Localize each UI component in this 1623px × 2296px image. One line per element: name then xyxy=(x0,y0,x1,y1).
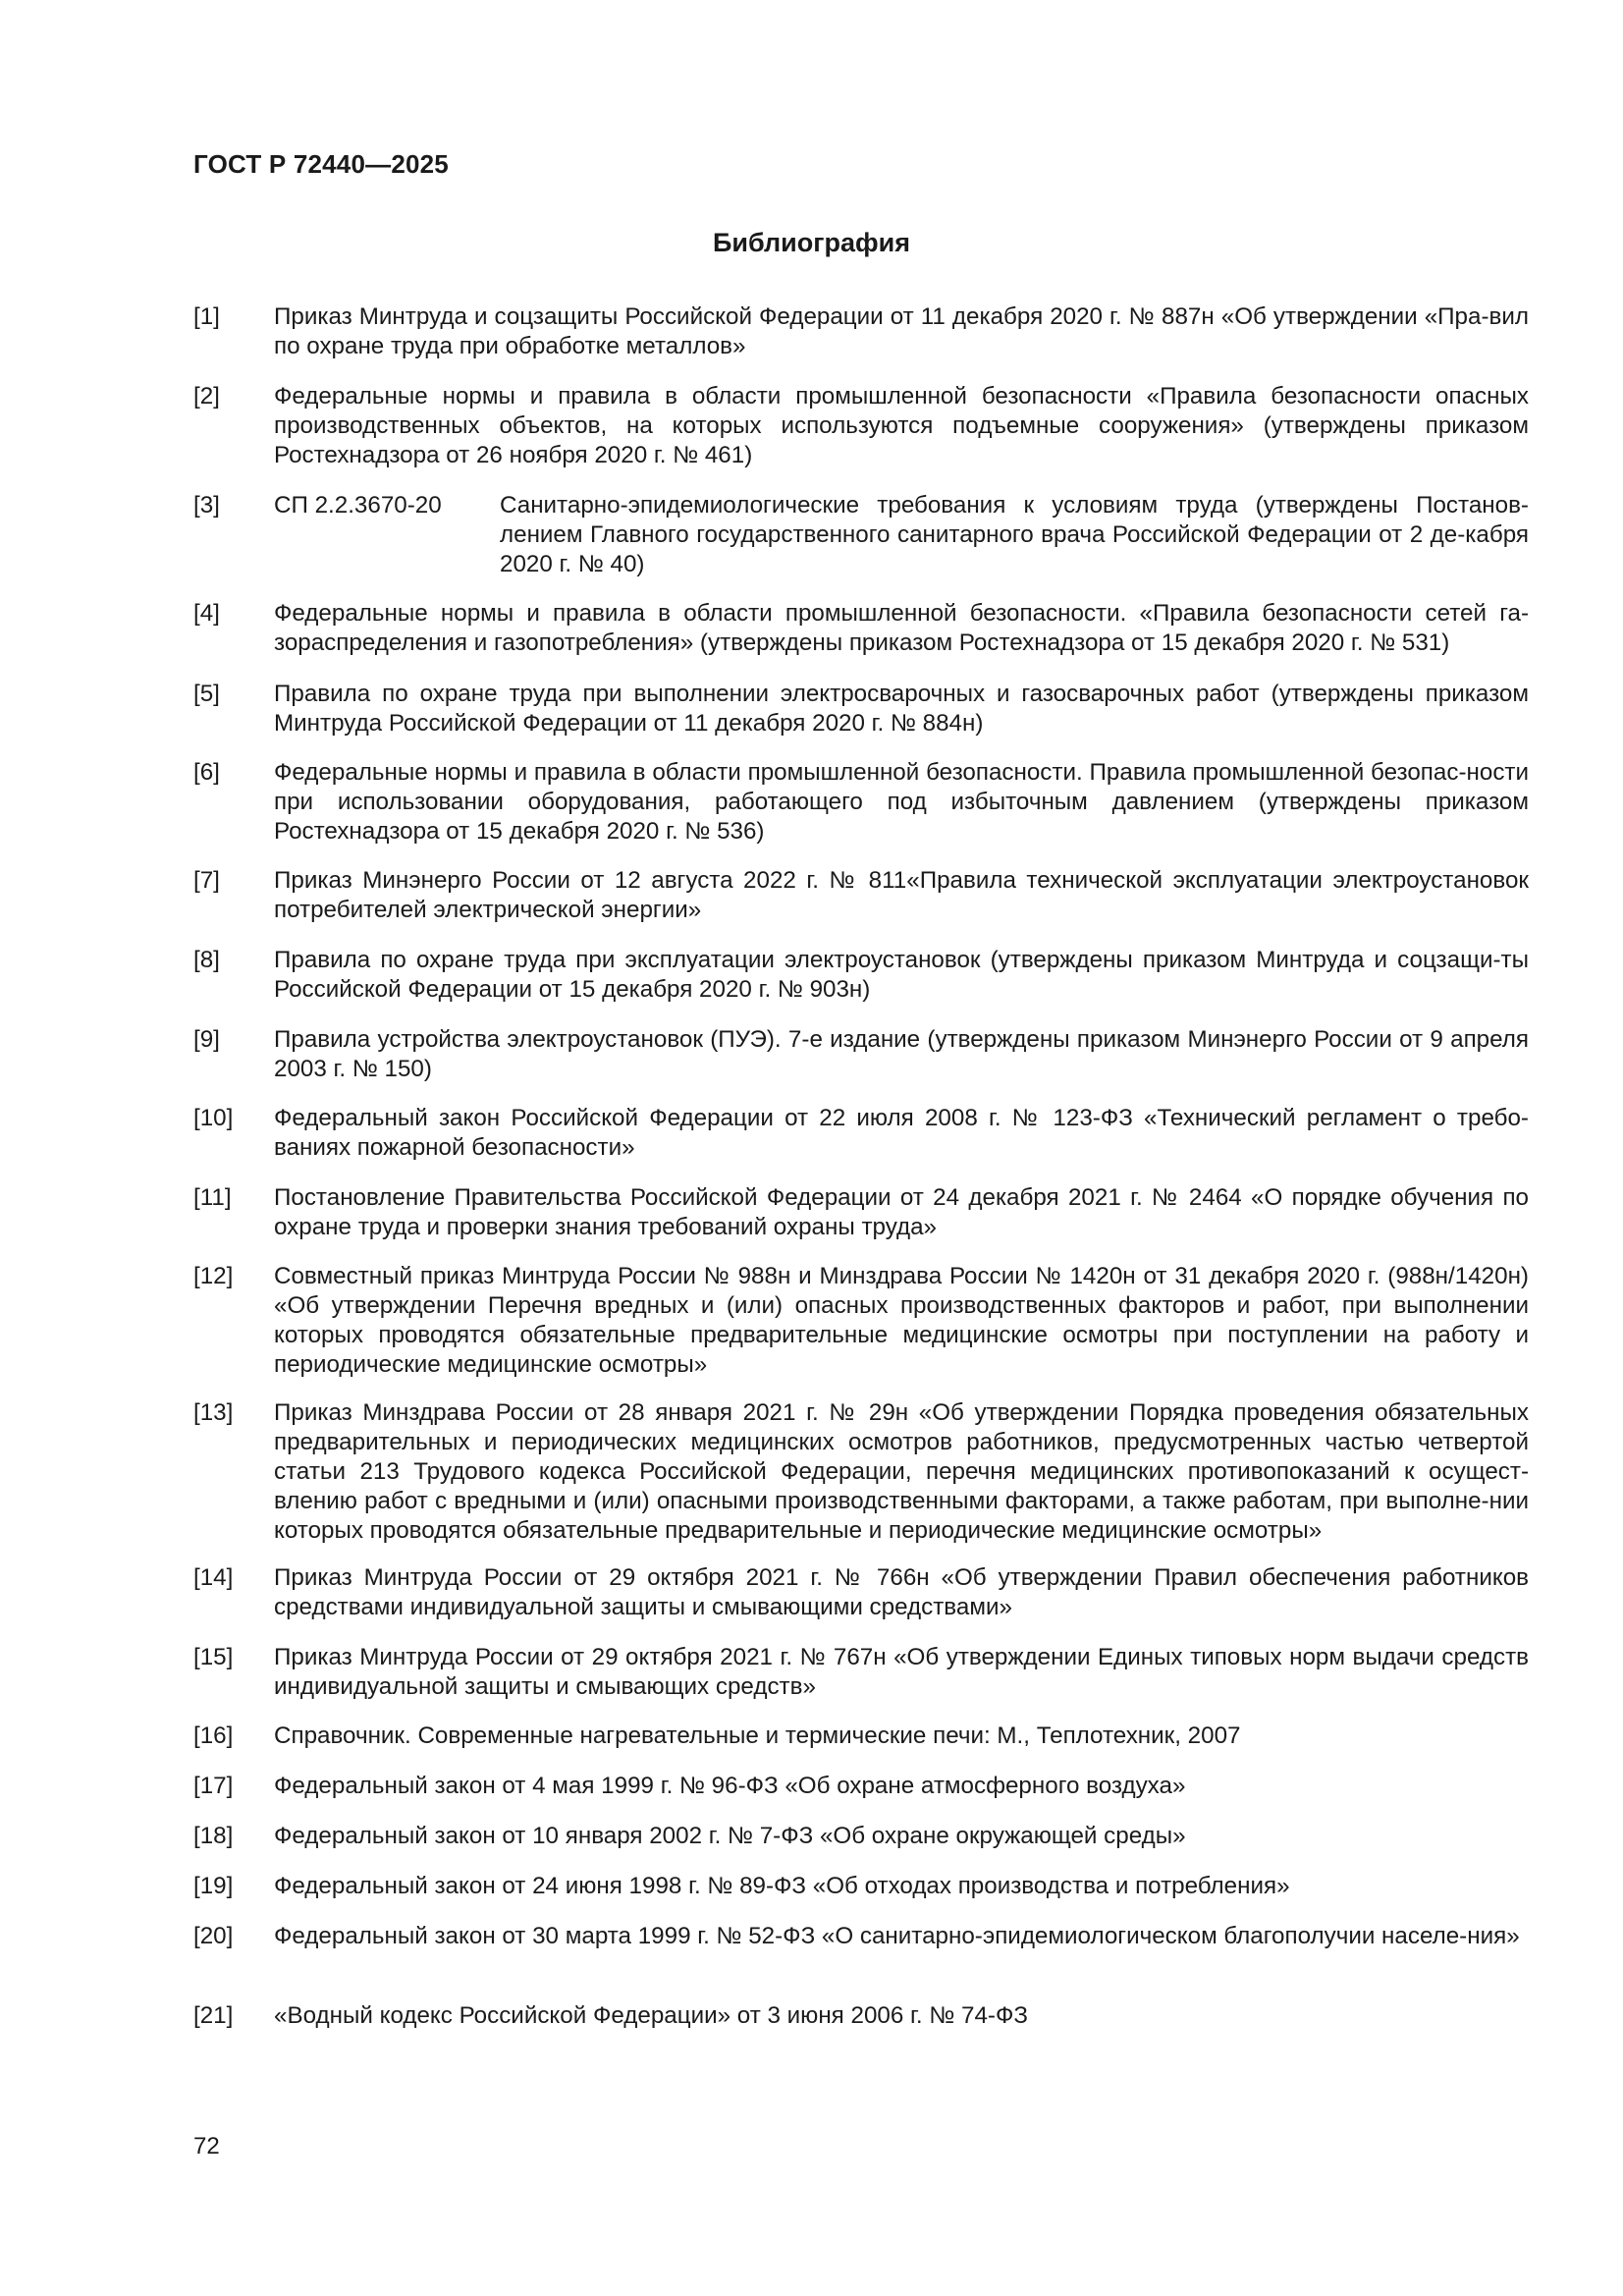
entry-number: [4] xyxy=(193,600,220,627)
entry-code: СП 2.2.3670-20 xyxy=(274,492,442,519)
entry-text: Федеральный закон Российской Федерации от 22 июля 2008 г. № 123-ФЗ «Технический регламент о требо-ваниях пожарной безопасности» xyxy=(274,1105,1529,1161)
entry-number: [19] xyxy=(193,1873,234,1899)
entry-number: [16] xyxy=(193,1722,234,1749)
bibliography-title: Библиография xyxy=(713,228,910,257)
entry-text: Санитарно-эпидемиологические требования к условиям труда (утверждены Постанов-лением Главного государственного санитарного врача Российской Федерации от 2 де-кабря 2020 г. № 40) xyxy=(500,492,1529,577)
entry-text: Приказ Минтруда России от 29 октября 2021 г. № 767н «Об утверждении Единых типовых норм выдачи средств индивидуальной защиты и смывающих средств» xyxy=(274,1644,1529,1700)
entry-text: Приказ Минтруда России от 29 октября 2021 г. № 766н «Об утверждении Правил обеспечения работников средствами индивидуальной защиты и смывающими средствами» xyxy=(274,1564,1529,1620)
entry-text: Совместный приказ Минтруда России № 988н и Минздрава России № 1420н от 31 декабря 2020 г. (988н/1420н) «Об утверждении Перечня вредных и (или) опасных производственных факторов и работ, при выполнении которых проводятся обязательные предварительные медицинские осмотры при поступлении на работу и периодические медицинские осмотры» xyxy=(274,1263,1529,1378)
entry-number: [12] xyxy=(193,1263,234,1289)
entry-text: Федеральные нормы и правила в области промышленной безопасности. Правила промышленной безопас-ности при использовании оборудования, работающего под избыточным давлением (утверждены приказом Ростехнадзора от 15 декабря 2020 г. № 536) xyxy=(274,759,1529,845)
entry-text: Правила устройства электроустановок (ПУЭ). 7-е издание (утверждены приказом Минэнерго России от 9 апреля 2003 г. № 150) xyxy=(274,1026,1529,1082)
entry-number: [15] xyxy=(193,1644,234,1670)
entry-number: [18] xyxy=(193,1823,234,1849)
entry-text: Приказ Минэнерго России от 12 августа 2022 г. № 811«Правила технической эксплуатации электроустановок потребителей электрической энергии» xyxy=(274,867,1529,923)
entry-number: [10] xyxy=(193,1105,234,1131)
entry-text: Приказ Минздрава России от 28 января 2021 г. № 29н «Об утверждении Порядка проведения обязательных предварительных и периодических медицинских осмотров работников, предусмотренных частью четвертой статьи 213 Трудового кодекса Российской Федерации, перечня медицинских противопоказаний к осущест-влению работ с вредными и (или) опасными производственными факторами, а также работам, при выполне-нии которых проводятся обязательные предварительные и периодические медицинские осмотры» xyxy=(274,1399,1529,1544)
entry-number: [1] xyxy=(193,303,220,330)
entry-number: [6] xyxy=(193,759,220,786)
entry-number: [5] xyxy=(193,681,220,707)
entry-text: Федеральный закон от 30 марта 1999 г. № 52-ФЗ «О санитарно-эпидемиологическом благополучии населе-ния» xyxy=(274,1923,1520,1949)
entry-text: Справочник. Современные нагревательные и термические печи: М., Теплотехник, 2007 xyxy=(274,1722,1241,1749)
entry-text: Федеральные нормы и правила в области промышленной безопасности «Правила безопасности опасных производственных объектов, на которых используются подъемные сооружения» (утверждены приказом Ростехнадзора от 26 ноября 2020 г. № 461) xyxy=(274,383,1529,468)
entry-text: Федеральные нормы и правила в области промышленной безопасности. «Правила безопасности сетей га-зораспределения и газопотребления» (утверждены приказом Ростехнадзора от 15 декабря 2020 г. № 531) xyxy=(274,600,1529,656)
entry-number: [21] xyxy=(193,2002,234,2029)
entry-number: [14] xyxy=(193,1564,234,1591)
entry-text: «Водный кодекс Российской Федерации» от 3 июня 2006 г. № 74-ФЗ xyxy=(274,2002,1028,2029)
entry-text: Приказ Минтруда и соцзащиты Российской Федерации от 11 декабря 2020 г. № 887н «Об утверждении «Пра-вил по охране труда при обработке металлов» xyxy=(274,303,1529,359)
entry-number: [3] xyxy=(193,492,220,519)
entry-text: Правила по охране труда при выполнении электросварочных и газосварочных работ (утверждены приказом Минтруда Российской Федерации от 11 декабря 2020 г. № 884н) xyxy=(274,681,1529,737)
entry-number: [20] xyxy=(193,1923,234,1949)
entry-number: [13] xyxy=(193,1399,234,1426)
entry-text: Федеральный закон от 24 июня 1998 г. № 89-ФЗ «Об отходах производства и потребления» xyxy=(274,1873,1290,1899)
document-code: ГОСТ Р 72440—2025 xyxy=(193,149,449,179)
entry-text: Федеральный закон от 10 января 2002 г. № 7-ФЗ «Об охране окружающей среды» xyxy=(274,1823,1186,1849)
entry-number: [9] xyxy=(193,1026,220,1053)
entry-number: [11] xyxy=(193,1184,232,1211)
page-number: 72 xyxy=(193,2133,220,2159)
entry-number: [7] xyxy=(193,867,220,894)
entry-text: Федеральный закон от 4 мая 1999 г. № 96-ФЗ «Об охране атмосферного воздуха» xyxy=(274,1773,1186,1799)
entry-number: [17] xyxy=(193,1773,234,1799)
entry-text: Правила по охране труда при эксплуатации электроустановок (утверждены приказом Минтруда и соцзащи-ты Российской Федерации от 15 декабря 2020 г. № 903н) xyxy=(274,947,1529,1003)
entry-number: [2] xyxy=(193,383,220,410)
entry-text: Постановление Правительства Российской Федерации от 24 декабря 2021 г. № 2464 «О порядке обучения по охране труда и проверки знания требований охраны труда» xyxy=(274,1184,1529,1240)
entry-number: [8] xyxy=(193,947,220,973)
